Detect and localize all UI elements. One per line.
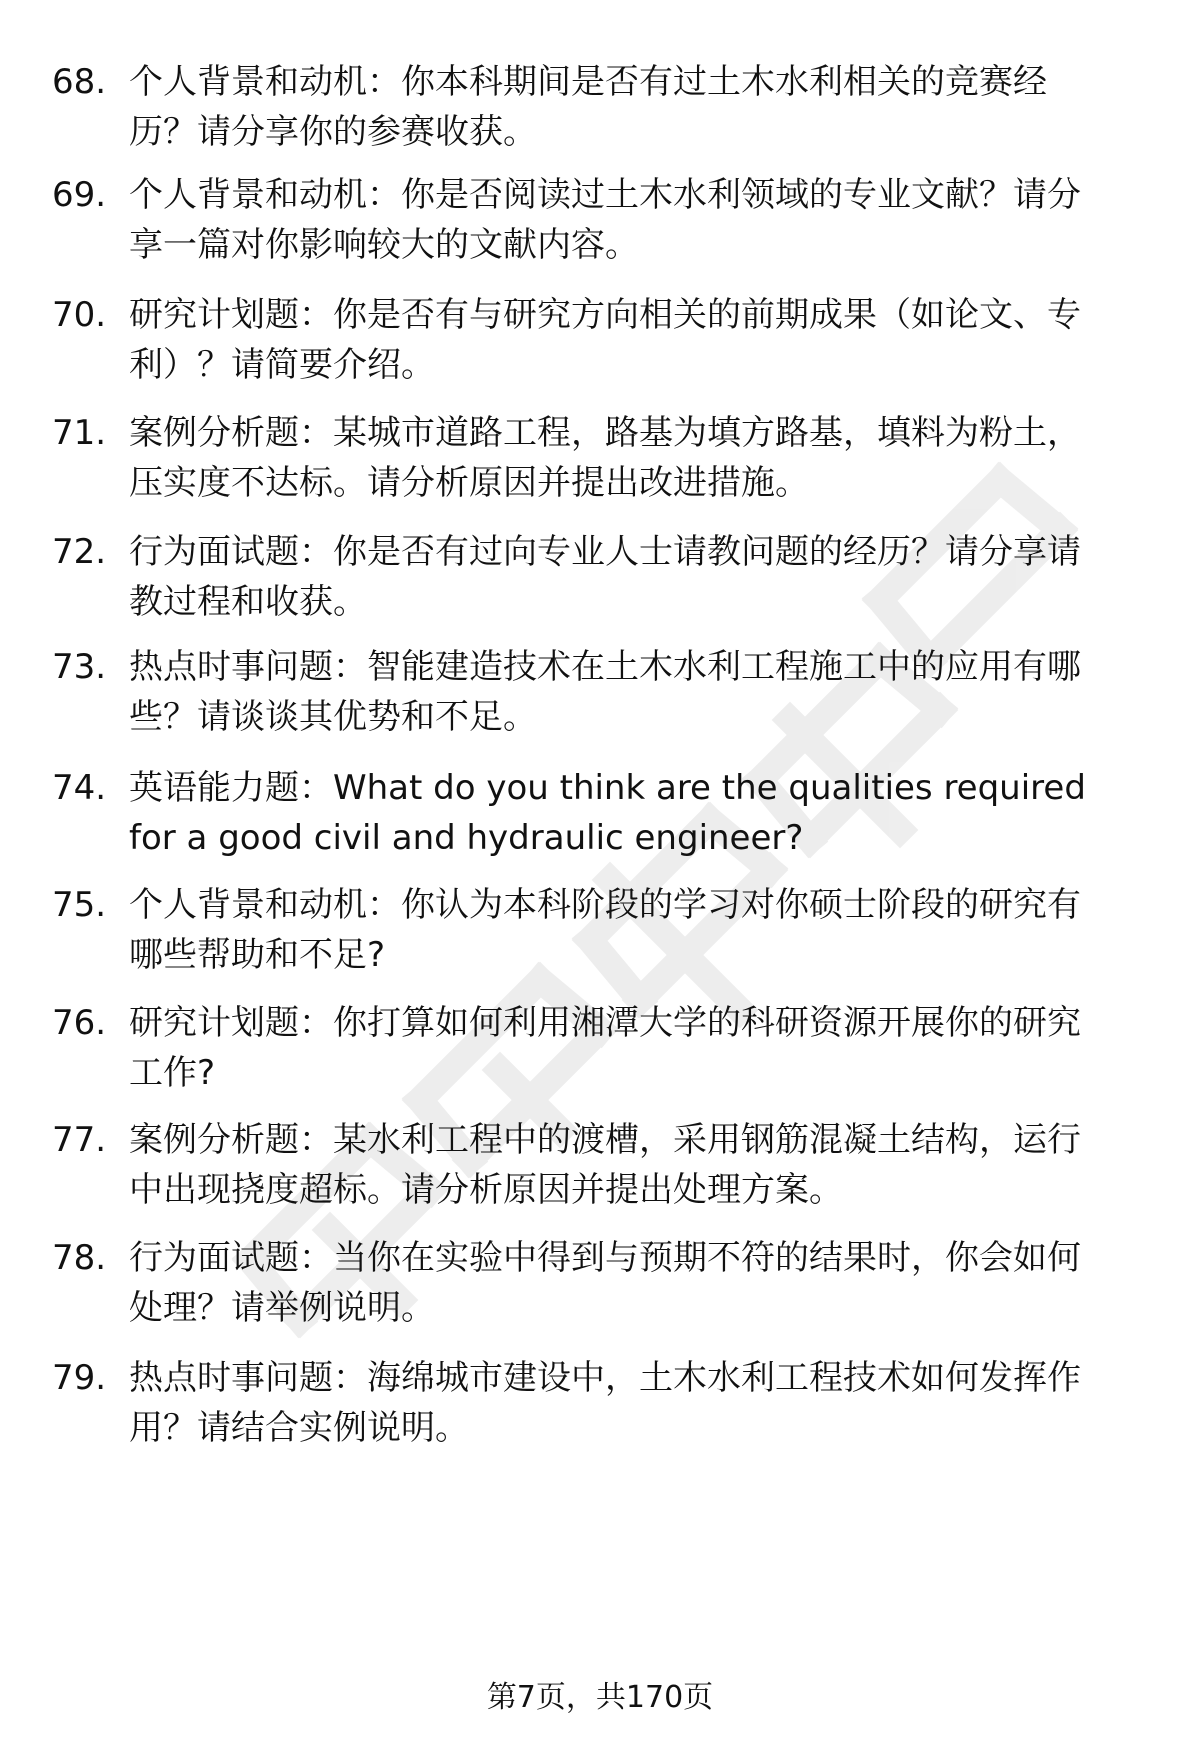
question-item-70 bbox=[0, 290, 1200, 400]
question-line: 享一篇对你影响较大的文献内容。 bbox=[129, 225, 639, 265]
question-line: 哪些帮助和不足? bbox=[129, 935, 386, 975]
question-item-74 bbox=[0, 763, 1200, 873]
question-text bbox=[129, 642, 1139, 742]
question-text bbox=[129, 290, 1139, 390]
question-item-76 bbox=[0, 998, 1200, 1108]
question-item-68 bbox=[0, 57, 1200, 167]
question-number: 77. bbox=[52, 1120, 107, 1160]
question-item-69 bbox=[0, 170, 1200, 280]
question-line: 处理？请举例说明。 bbox=[129, 1288, 435, 1328]
question-line: 研究计划题：你打算如何利用湘潭大学的科研资源开展你的研究 bbox=[129, 1003, 1081, 1043]
question-number: 71. bbox=[52, 413, 107, 453]
question-number: 69. bbox=[52, 175, 107, 215]
question-text bbox=[129, 408, 1139, 508]
question-number: 74. bbox=[52, 768, 107, 808]
question-number: 79. bbox=[52, 1358, 107, 1398]
question-text bbox=[129, 1233, 1139, 1333]
question-line: 中出现挠度超标。请分析原因并提出处理方案。 bbox=[129, 1170, 843, 1210]
question-text bbox=[129, 880, 1139, 980]
question-number: 73. bbox=[52, 647, 107, 687]
question-line: for a good civil and hydraulic engineer? bbox=[129, 818, 804, 858]
question-line: 行为面试题：你是否有过向专业人士请教问题的经历？请分享请 bbox=[129, 532, 1081, 572]
question-line: 教过程和收获。 bbox=[129, 582, 367, 622]
question-line: 热点时事问题：海绵城市建设中，土木水利工程技术如何发挥作 bbox=[129, 1358, 1081, 1398]
question-number: 70. bbox=[52, 295, 107, 335]
question-item-73 bbox=[0, 642, 1200, 752]
question-line: 案例分析题：某城市道路工程，路基为填方路基，填料为粉土， bbox=[129, 413, 1081, 453]
question-line: 个人背景和动机：你认为本科阶段的学习对你硕士阶段的研究有 bbox=[129, 885, 1081, 925]
question-text bbox=[129, 170, 1139, 270]
question-line: 行为面试题：当你在实验中得到与预期不符的结果时，你会如何 bbox=[129, 1238, 1081, 1278]
question-item-79 bbox=[0, 1353, 1200, 1463]
question-line: 些？请谈谈其优势和不足。 bbox=[129, 697, 537, 737]
question-line: 热点时事问题：智能建造技术在土木水利工程施工中的应用有哪 bbox=[129, 647, 1081, 687]
question-line: 研究计划题：你是否有与研究方向相关的前期成果（如论文、专 bbox=[129, 295, 1081, 335]
question-text bbox=[129, 1353, 1139, 1453]
question-line: 利）？请简要介绍。 bbox=[129, 345, 435, 385]
question-item-75 bbox=[0, 880, 1200, 990]
question-line: 工作? bbox=[129, 1053, 216, 1093]
question-text bbox=[129, 527, 1139, 627]
question-line: 个人背景和动机：你本科期间是否有过土木水利相关的竞赛经 bbox=[129, 62, 1047, 102]
question-text bbox=[129, 998, 1139, 1098]
question-line: 用？请结合实例说明。 bbox=[129, 1408, 469, 1448]
question-number: 75. bbox=[52, 885, 107, 925]
question-number: 78. bbox=[52, 1238, 107, 1278]
question-item-77 bbox=[0, 1115, 1200, 1225]
question-text bbox=[129, 1115, 1139, 1215]
page-number-label: 第7页，共170页 bbox=[486, 1680, 714, 1715]
question-line: 英语能力题：What do you think are the qualities required bbox=[129, 768, 1086, 808]
question-text bbox=[129, 57, 1139, 157]
question-item-78 bbox=[0, 1233, 1200, 1343]
question-line: 案例分析题：某水利工程中的渡槽，采用钢筋混凝土结构，运行 bbox=[129, 1120, 1081, 1160]
question-line: 历？请分享你的参赛收获。 bbox=[129, 112, 537, 152]
question-number: 76. bbox=[52, 1003, 107, 1043]
question-item-72 bbox=[0, 527, 1200, 637]
question-text bbox=[129, 763, 1139, 863]
question-line: 压实度不达标。请分析原因并提出改进措施。 bbox=[129, 463, 809, 503]
question-number: 68. bbox=[52, 62, 107, 102]
question-line: 个人背景和动机：你是否阅读过土木水利领域的专业文献？请分 bbox=[129, 175, 1081, 215]
page-footer bbox=[0, 1676, 1200, 1720]
question-number: 72. bbox=[52, 532, 107, 572]
question-item-71 bbox=[0, 408, 1200, 518]
